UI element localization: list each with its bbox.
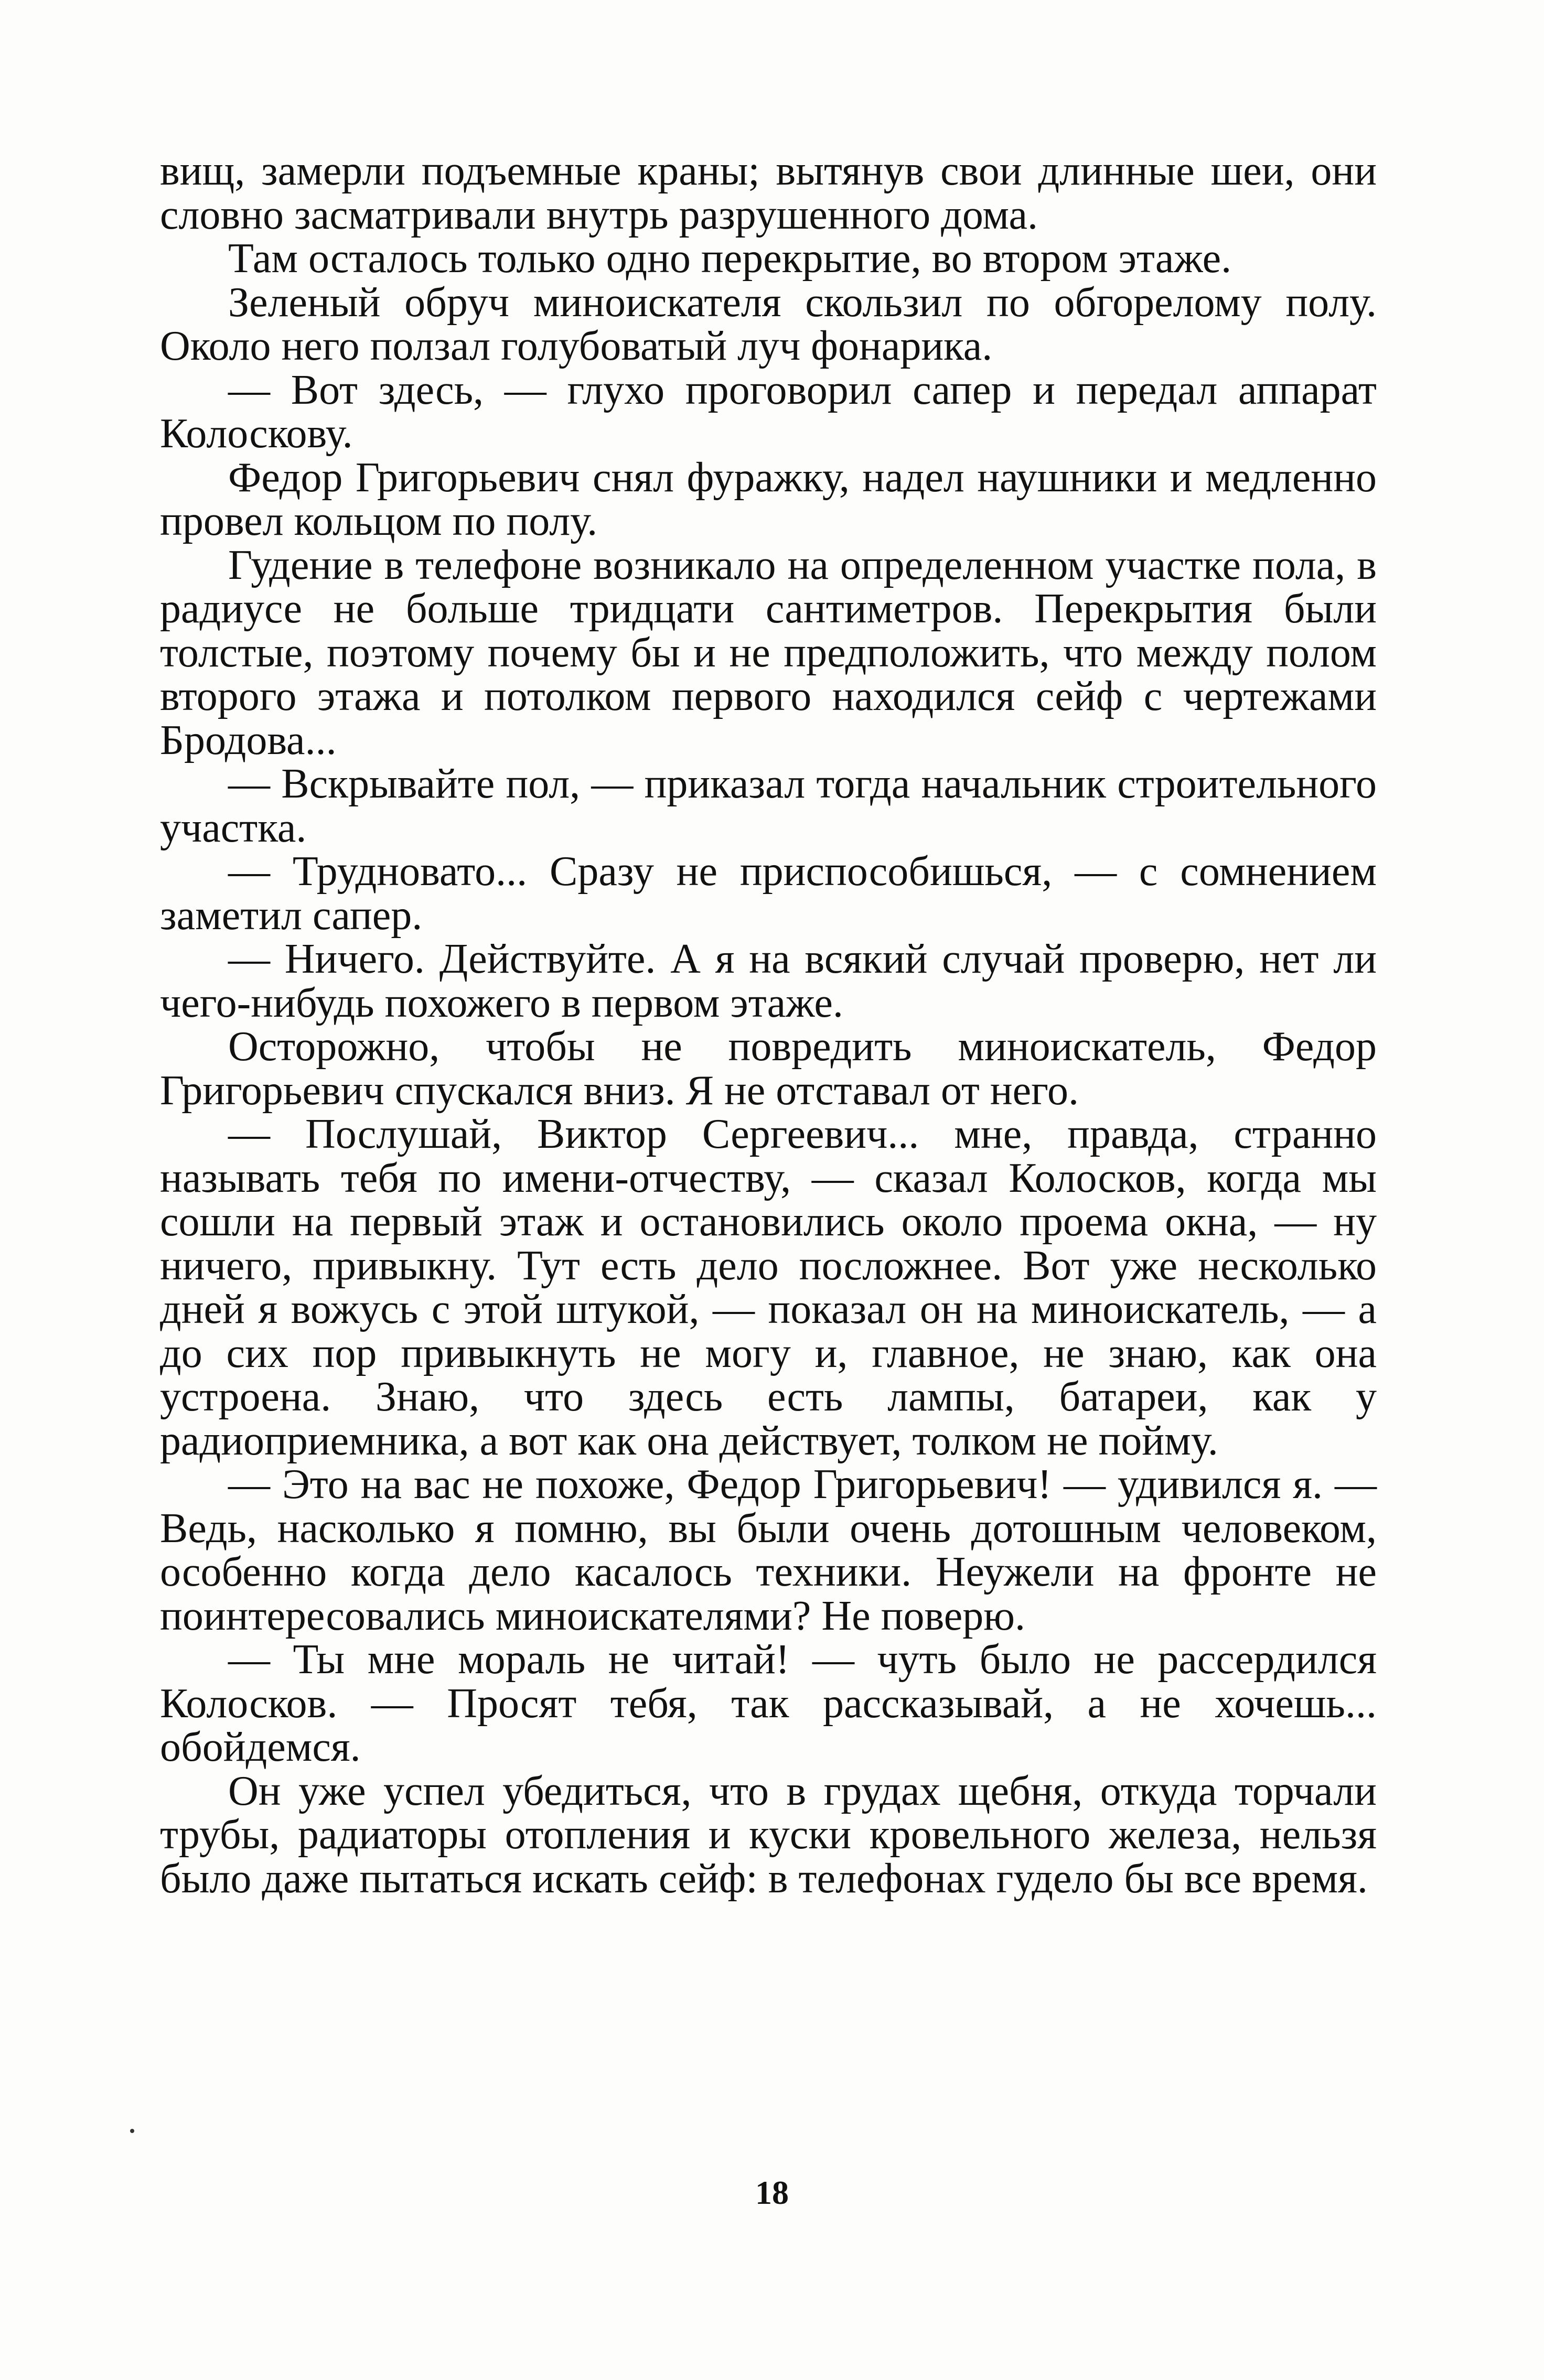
paragraph-8: — Трудновато... Сразу не приспособишься, — с сомнением заметил сапер. (160, 848, 1377, 939)
print-speck (130, 2129, 134, 2133)
paragraph-3: Зеленый обруч миноискателя скользил по обгорелому полу. Около него ползал голубоватый луч фонарика. (160, 279, 1377, 369)
paragraph-7: — Вскрывайте пол, — приказал тогда начальник строительного участка. (160, 761, 1377, 851)
page-number: 18 (755, 2174, 789, 2211)
paragraph-5: Федор Григорьевич снял фуражку, надел наушники и медленно провел кольцом по полу. (160, 454, 1377, 544)
paragraph-11: — Послушай, Виктор Сергеевич... мне, правда, странно называть тебя по имени-отчеству, — сказал Колосков, когда мы сошли на первый этаж и остановились около проема окна, — ну ничего, привыкну. Тут есть дело посложнее. Вот уже несколько дней я вожусь с этой штукой, — показал он на миноискатель, — а до сих пор привыкнуть не могу и, главное, не знаю, как она устроена. Знаю, что здесь есть лампы, батареи, как у радиоприемника, а вот как она действует, толком не пойму. (160, 1111, 1377, 1464)
paragraph-9: — Ничего. Действуйте. А я на всякий случай проверю, нет ли чего-нибудь похожего в первом этаже. (160, 936, 1377, 1026)
body-text (160, 149, 1377, 1901)
paragraph-10: Осторожно, чтобы не повредить миноискатель, Федор Григорьевич спускался вниз. Я не отставал от него. (160, 1024, 1377, 1114)
paragraph-2: Там осталось только одно перекрытие, во втором этаже. (228, 235, 1232, 282)
paragraph-4: — Вот здесь, — глухо проговорил сапер и передал аппарат Колоскову. (160, 367, 1377, 457)
paragraph-14: Он уже успел убедиться, что в грудах щебня, откуда торчали трубы, радиаторы отопления и куски кровельного железа, нельзя было даже пытаться искать сейф: в телефонах гудело бы все время. (160, 1768, 1377, 1902)
paragraph-1: вищ, замерли подъемные краны; вытянув свои длинные шеи, они словно засматривали внутрь разрушенного дома. (160, 148, 1377, 238)
paragraph-12: — Это на вас не похоже, Федор Григорьевич! — удивился я. — Ведь, насколько я помню, вы были очень дотошным человеком, особенно когда дело касалось техники. Неужели на фронте не поинтересовались миноискателями? Не поверю. (160, 1461, 1377, 1639)
paragraph-13: — Ты мне мораль не читай! — чуть было не рассердился Колосков. — Просят тебя, так рассказывай, а не хочешь... обойдемся. (160, 1636, 1377, 1770)
paragraph-6: Гудение в телефоне возникало на определенном участке пола, в радиусе не больше тридцати сантиметров. Перекрытия были толстые, поэтому почему бы и не предположить, что между полом второго этажа и потолком первого находился сейф с чертежами Бродова... (160, 542, 1377, 763)
